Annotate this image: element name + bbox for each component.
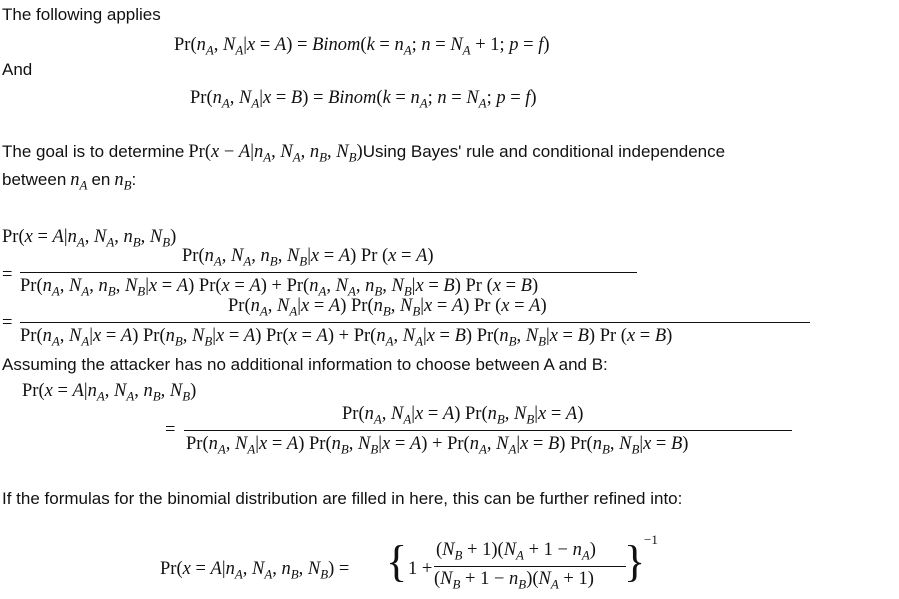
final-fraction-line bbox=[434, 566, 626, 567]
fraction2-line bbox=[20, 322, 810, 323]
fraction3-numerator: $Pr(n_A$, $N_A|x = A$) $Pr(n_B$, $N_B|x = A$) bbox=[342, 404, 584, 427]
equation-binom-B: $Pr(n_A$, $N_A|x = B$) = Binom(k = $n_A$; $n = N_A$; p = f) bbox=[190, 88, 537, 111]
exponent-minus-one: −1 bbox=[644, 532, 658, 547]
final-numerator: $(N_B + 1)(N_A + 1 - n_A)$ bbox=[436, 540, 596, 563]
posterior-lhs: $Pr(x = A|n_A$, $N_A$, $n_B$, $N_B$) bbox=[22, 381, 197, 404]
en-text: en bbox=[91, 170, 111, 189]
fraction3-line bbox=[184, 430, 792, 431]
goal-text-b: Using Bayes' rule and conditional independence bbox=[362, 142, 726, 161]
goal-line: The goal is to determine $Pr(x - A|n_A$, $N_A$, $n_B$, $N_B)Using$ Bayes' rule and conditional independence bbox=[2, 142, 726, 165]
bayes-lhs: $Pr(x = A|n_A$, $N_A$, $n_B$, $N_B$) bbox=[2, 227, 177, 250]
fraction1-line bbox=[20, 272, 637, 273]
and-text: And bbox=[2, 60, 33, 79]
fraction1-denominator: $Pr(n_A$, $N_A$, $n_B$, $N_B|x = A$) $Pr(x = A) + Pr(n_A$, $N_A$, $n_B$, $N_B|x = B$) Pr (x = B) bbox=[20, 276, 539, 299]
between-text: between bbox=[2, 170, 67, 189]
left-brace: { bbox=[386, 537, 408, 586]
fraction2-denominator: $Pr(n_A$, $N_A|x = A$) $Pr(n_B$, $N_B|x = A$) $Pr(x = A) + Pr(n_A$, $N_A|x = B$) $Pr(n_B$, $N_B|x = B$) Pr (x = B) bbox=[20, 326, 673, 349]
intro-text: The following applies bbox=[2, 5, 161, 24]
fraction2-numerator: $Pr(n_A$, $N_A|x = A$) $Pr(n_B$, $N_B|x = A$) Pr (x = A) bbox=[228, 296, 547, 319]
fraction1-numerator: $Pr(n_A$, $N_A$, $n_B$, $N_B|x = A$) Pr (x = A) bbox=[182, 246, 434, 269]
assumption-text: Assuming the attacker has no additional information to choose between A and B: bbox=[2, 355, 608, 374]
equation-binom-A: $Pr(n_A$, $N_A|x = A$) = Binom(k = $n_A$; $n = N_A + 1$; p = f) bbox=[174, 35, 550, 58]
fraction3-denominator: $Pr(n_A$, $N_A|x = A$) $Pr(n_B$, $N_B|x = A) + Pr(n_A$, $N_A|x = B$) $Pr(n_B$, $N_B|x = B$) bbox=[186, 434, 689, 457]
final-lhs: $Pr(x = A|n_A$, $N_A$, $n_B$, $N_B$) = bbox=[160, 559, 350, 582]
goal-line-2: between $n_A$ en $n_B$: bbox=[2, 170, 137, 193]
goal-text: The goal is to determine bbox=[2, 142, 185, 161]
final-denominator: $(N_B + 1 - n_B)(N_A + 1)$ bbox=[434, 569, 594, 592]
right-brace: } bbox=[624, 537, 646, 586]
refinement-text: If the formulas for the binomial distribution are filled in here, this can be further refined into: bbox=[2, 489, 683, 508]
